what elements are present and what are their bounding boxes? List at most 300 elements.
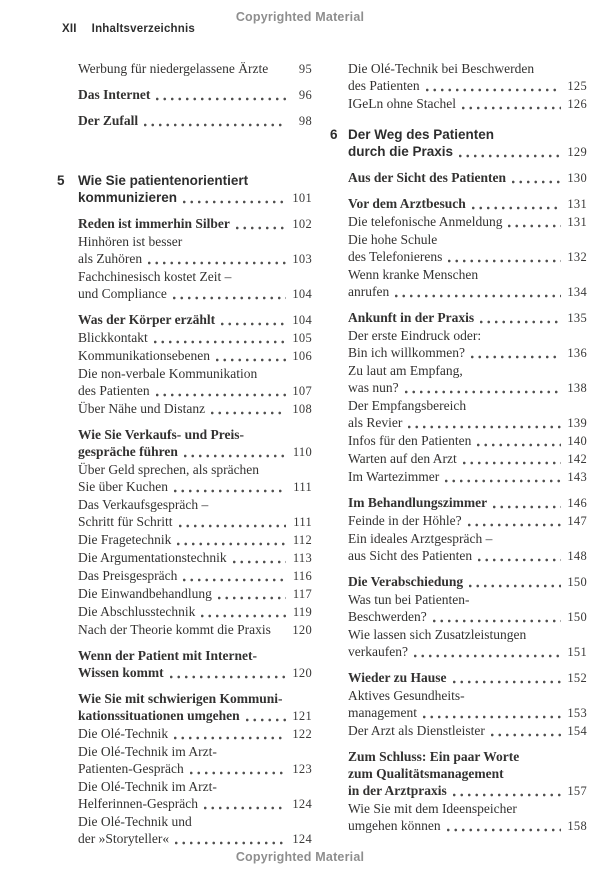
toc-page-number: 143 [567, 470, 587, 484]
toc-page-number: 130 [567, 171, 587, 185]
toc-entry [57, 690, 312, 725]
dot-leader [468, 523, 561, 527]
toc-entry-title: Über Nähe und Distanz [78, 401, 206, 416]
copyright-banner-bottom: Copyrighted Material [235, 850, 365, 864]
toc-column-right [330, 60, 587, 835]
toc-line [348, 530, 587, 547]
toc-entry-title: Die Abschlusstechnik [78, 604, 196, 619]
toc-entry [330, 432, 587, 450]
toc-page-number: 139 [567, 416, 587, 430]
toc-chapter-entry [330, 126, 587, 161]
toc-entry-title: Im Behandlungszimmer [348, 495, 488, 510]
toc-entry-title: Die Verabschiedung [348, 574, 464, 589]
toc-entry-title: kommunizieren [78, 190, 178, 205]
toc-entry-title: Aktives Gesundheits- [348, 688, 465, 703]
toc-line [348, 248, 587, 266]
toc-entry [57, 585, 312, 603]
toc-entry-title: was nun? [348, 380, 399, 395]
toc-page-number: 104 [292, 287, 312, 301]
toc-entry [57, 621, 312, 639]
toc-page-number: 116 [292, 569, 312, 583]
toc-page-number: 153 [567, 706, 587, 720]
toc-page-number: 95 [298, 62, 312, 76]
toc-page-number: 131 [567, 215, 587, 229]
dot-leader [463, 461, 561, 465]
toc-entry [57, 567, 312, 585]
toc-entry-title: des Patienten [348, 78, 420, 93]
toc-line [348, 494, 587, 512]
toc-entry-title: Feinde in der Höhle? [348, 513, 462, 528]
toc-entry-title: gespräche führen [78, 444, 178, 459]
toc-entry-title: Schritt für Schritt [78, 514, 173, 529]
toc-line [348, 722, 587, 740]
dot-leader [477, 443, 561, 447]
toc-page-number: 104 [292, 313, 312, 327]
toc-line [348, 327, 587, 344]
toc-entry-title: Aus der Sicht des Patienten [348, 170, 507, 185]
toc-line [78, 725, 312, 743]
toc-line [78, 400, 312, 418]
toc-line [348, 283, 587, 301]
toc-entry-title: Wenn kranke Menschen [348, 267, 479, 282]
dot-leader [148, 261, 286, 265]
toc-line [348, 143, 587, 161]
dot-leader [480, 320, 561, 324]
toc-entry-title: der »Storyteller« [78, 831, 170, 846]
toc-entry [330, 450, 587, 468]
toc-page-number: 111 [293, 480, 312, 494]
toc-entry [57, 647, 312, 682]
dot-leader [459, 154, 561, 158]
toc-page-number: 151 [567, 645, 587, 659]
toc-page-number: 117 [292, 587, 312, 601]
toc-line [78, 86, 312, 104]
toc-page-number: 142 [567, 452, 587, 466]
toc-entry-title: Vor dem Arztbesuch [348, 196, 466, 211]
toc-entry [57, 112, 312, 130]
dot-leader [221, 322, 286, 326]
toc-entry-title: Die Einwandbehandlung [78, 586, 212, 601]
toc-entry [330, 60, 587, 95]
dot-leader [201, 614, 286, 618]
toc-entry-title: Wie Sie mit schwierigen Kommuni- [78, 691, 283, 706]
toc-entry-title: als Revier [348, 415, 403, 430]
toc-entry [57, 496, 312, 531]
toc-entry [57, 426, 312, 461]
dot-leader [472, 206, 561, 210]
toc-line [348, 231, 587, 248]
toc-line [348, 95, 587, 113]
toc-entry [57, 461, 312, 496]
toc-entry-title: Im Wartezimmer [348, 469, 440, 484]
toc-entry-title: Die telefonische Anmeldung [348, 214, 503, 229]
toc-entry [330, 468, 587, 486]
dot-leader [236, 226, 286, 230]
toc-entry [330, 95, 587, 113]
toc-entry-title: umgehen können [348, 818, 441, 833]
toc-page-number: 123 [292, 762, 312, 776]
dot-leader [445, 479, 561, 483]
toc-entry-title: Der Zufall [78, 113, 139, 128]
toc-entry-title: Die hohe Schule [348, 232, 438, 247]
toc-entry-title: zum Qualitätsmanagement [348, 766, 504, 781]
toc-line [78, 830, 312, 848]
toc-line [348, 362, 587, 379]
toc-entry-title: Helferinnen-Gespräch [78, 796, 198, 811]
toc-entry-title: Reden ist immerhin Silber [78, 216, 230, 231]
toc-page-number: 103 [292, 252, 312, 266]
toc-entry-title: Die Olé-Technik bei Beschwerden [348, 61, 535, 76]
toc-entry-title: Warten auf den Arzt [348, 451, 457, 466]
dot-leader [414, 654, 561, 658]
running-header-title: Inhaltsverzeichnis [91, 23, 195, 35]
toc-entry [57, 233, 312, 268]
copyright-banner-top: Copyrighted Material [235, 10, 365, 24]
toc-entry [330, 669, 587, 687]
toc-line [348, 432, 587, 450]
toc-line [78, 664, 312, 682]
toc-entry-title: anrufen [348, 284, 390, 299]
toc-chapter-entry [57, 172, 312, 207]
dot-leader [218, 596, 286, 600]
toc-page-number: 111 [293, 515, 312, 529]
toc-line [348, 608, 587, 626]
toc-line [78, 707, 312, 725]
toc-line [78, 268, 312, 285]
toc-line [78, 443, 312, 461]
dot-leader [174, 736, 286, 740]
toc-line [348, 704, 587, 722]
dot-leader [156, 97, 286, 101]
toc-entry [57, 329, 312, 347]
toc-entry-title: durch die Praxis [348, 144, 454, 159]
toc-entry-title: kationssituationen umgehen [78, 708, 240, 723]
toc-entry-title: Wieder zu Hause [348, 670, 447, 685]
dot-leader [462, 106, 561, 110]
toc-entry-title: Die Olé-Technik [78, 726, 169, 741]
toc-page-number: 102 [292, 217, 312, 231]
toc-entry-title: IGeLn ohne Stachel [348, 96, 456, 111]
toc-page-number: 98 [298, 114, 312, 128]
toc-page-number: 146 [567, 496, 587, 510]
toc-entry-title: Die non-verbale Kommunikation [78, 366, 258, 381]
toc-entry-title: Ankunft in der Praxis [348, 310, 475, 325]
toc-page-number: 121 [292, 709, 312, 723]
toc-page-number: 124 [292, 832, 312, 846]
toc-entry-title: Der erste Eindruck oder: [348, 328, 482, 343]
toc-entry-title: Das Verkaufsgespräch – [78, 497, 209, 512]
toc-page-number: 152 [567, 671, 587, 685]
toc-entry [330, 213, 587, 231]
dot-leader [246, 718, 286, 722]
toc-page-number: 147 [567, 514, 587, 528]
dot-leader [426, 88, 561, 92]
toc-entry-title: Was tun bei Patienten- [348, 592, 470, 607]
toc-line [78, 621, 312, 639]
toc-line [348, 169, 587, 187]
folio-page-number: XII [62, 23, 77, 35]
toc-line [78, 603, 312, 621]
toc-entry-title: Blickkontakt [78, 330, 148, 345]
toc-line [348, 60, 587, 77]
dot-leader [204, 806, 286, 810]
toc-line [78, 478, 312, 496]
toc-line [78, 311, 312, 329]
toc-entry-title: verkaufen? [348, 644, 408, 659]
toc-line [348, 643, 587, 661]
toc-page-number: 110 [292, 445, 312, 459]
toc-entry-title: Das Internet [78, 87, 151, 102]
toc-line [348, 468, 587, 486]
toc-page-number: 105 [292, 331, 312, 345]
toc-entry-title: Wissen kommt [78, 665, 164, 680]
toc-line [78, 690, 312, 707]
toc-entry [330, 169, 587, 187]
toc-entry-title: Die Olé-Technik und [78, 814, 192, 829]
toc-page-number: 134 [567, 285, 587, 299]
toc-line [348, 687, 587, 704]
toc-line [78, 347, 312, 365]
toc-entry [57, 400, 312, 418]
toc-page-number: 129 [567, 145, 587, 159]
toc-line [78, 743, 312, 760]
toc-entry-title: Der Arzt als Dienstleister [348, 723, 485, 738]
toc-entry [330, 231, 587, 266]
toc-line [348, 817, 587, 835]
dot-leader [184, 454, 286, 458]
toc-line [78, 461, 312, 478]
toc-entry [330, 573, 587, 591]
toc-entry [330, 530, 587, 565]
toc-entry-title: Kommunikationsebenen [78, 348, 210, 363]
toc-entry [330, 327, 587, 362]
toc-entry [330, 512, 587, 530]
toc-entry [57, 215, 312, 233]
toc-line [78, 496, 312, 513]
toc-page-number: 120 [292, 623, 312, 637]
toc-line [348, 800, 587, 817]
toc-entry-title: in der Arztpraxis [348, 783, 447, 798]
toc-entry-title: Das Preisgespräch [78, 568, 178, 583]
toc-entry [330, 591, 587, 626]
dot-leader [174, 489, 286, 493]
toc-entry [330, 195, 587, 213]
toc-line [348, 397, 587, 414]
toc-line [348, 450, 587, 468]
toc-entry-title: Patienten-Gespräch [78, 761, 184, 776]
toc-entry [57, 549, 312, 567]
toc-page-number: 101 [292, 191, 312, 205]
dot-leader [183, 578, 286, 582]
toc-line [348, 309, 587, 327]
toc-entry [330, 309, 587, 327]
toc-line [348, 573, 587, 591]
toc-page-number: 157 [567, 784, 587, 798]
toc-entry [57, 86, 312, 104]
toc-entry-title: Was der Körper erzählt [78, 312, 216, 327]
toc-entry [330, 748, 587, 800]
toc-entry-title: Der Empfangsbereich [348, 398, 467, 413]
dot-leader [216, 358, 286, 362]
toc-entry-title: als Zuhören [78, 251, 143, 266]
toc-entry [330, 800, 587, 835]
toc-line [78, 426, 312, 443]
toc-line [78, 60, 312, 78]
dot-leader [423, 715, 561, 719]
dot-leader [177, 542, 286, 546]
toc-entry-title: Wie lassen sich Zusatzleistungen [348, 627, 527, 642]
toc-entry-title: Die Fragetechnik [78, 532, 172, 547]
toc-page-number: 125 [567, 79, 587, 93]
toc-entry [57, 531, 312, 549]
toc-line [348, 669, 587, 687]
dot-leader [183, 200, 286, 204]
toc-line [78, 329, 312, 347]
toc-line [78, 585, 312, 603]
toc-entry-title: Über Geld sprechen, als sprächen [78, 462, 260, 477]
running-header [62, 23, 195, 35]
toc-entry-title: Wie Sie Verkaufs- und Preis- [78, 427, 245, 442]
toc-entry-title: Die Argumentationstechnik [78, 550, 227, 565]
toc-entry [330, 626, 587, 661]
dot-leader [179, 524, 287, 528]
toc-entry-title: Wie Sie patientenorientiert [78, 173, 249, 188]
toc-page-number: 106 [292, 349, 312, 363]
toc-line [348, 414, 587, 432]
toc-line [78, 778, 312, 795]
dot-leader [233, 560, 286, 564]
dot-leader [448, 259, 561, 263]
toc-entry [57, 60, 312, 78]
toc-entry [57, 603, 312, 621]
toc-page-number: 135 [567, 311, 587, 325]
toc-line [348, 782, 587, 800]
dot-leader [471, 355, 561, 359]
toc-entry-title: Beschwerden? [348, 609, 427, 624]
toc-page-number: 148 [567, 549, 587, 563]
toc-entry-title: und Compliance [78, 286, 167, 301]
toc-line [78, 549, 312, 567]
toc-page-number: 112 [292, 533, 312, 547]
toc-entry-title: Werbung für niedergelassene Ärzte [78, 61, 269, 76]
dot-leader [395, 294, 561, 298]
toc-entry-title: Die Olé-Technik im Arzt- [78, 744, 217, 759]
toc-entry [330, 362, 587, 397]
toc-entry [330, 494, 587, 512]
toc-line [78, 647, 312, 664]
toc-entry [330, 266, 587, 301]
toc-line [348, 765, 587, 782]
toc-page-number: 113 [292, 551, 312, 565]
toc-line [78, 365, 312, 382]
toc-page-number: 126 [567, 97, 587, 111]
toc-entry-title: Nach der Theorie kommt die Praxis [78, 622, 271, 637]
toc-page-number: 107 [292, 384, 312, 398]
dot-leader [508, 224, 561, 228]
toc-page-number: 158 [567, 819, 587, 833]
toc-entry-title: Die Olé-Technik im Arzt- [78, 779, 217, 794]
toc-entry-title: Fachchinesisch kostet Zeit – [78, 269, 232, 284]
dot-leader [173, 296, 286, 300]
toc-line [348, 547, 587, 565]
toc-line [78, 382, 312, 400]
toc-line [348, 626, 587, 643]
toc-entry [57, 268, 312, 303]
toc-entry-title: Bin ich willkommen? [348, 345, 465, 360]
toc-line [78, 112, 312, 130]
toc-line [78, 233, 312, 250]
toc-page-number: 96 [298, 88, 312, 102]
dot-leader [277, 632, 286, 636]
toc-page-number: 132 [567, 250, 587, 264]
toc-line [348, 266, 587, 283]
toc-line [348, 591, 587, 608]
toc-entry [57, 743, 312, 778]
toc-entry-title: Zum Schluss: Ein paar Worte [348, 749, 520, 764]
dot-leader [453, 680, 561, 684]
toc-page-number: 119 [292, 605, 312, 619]
toc-entry [57, 347, 312, 365]
toc-line [348, 512, 587, 530]
toc-line [78, 567, 312, 585]
toc-page-number: 108 [292, 402, 312, 416]
toc-entry-title: management [348, 705, 417, 720]
toc-entry [330, 397, 587, 432]
toc-page-number: 140 [567, 434, 587, 448]
toc-line [78, 285, 312, 303]
toc-entry-title: Ein ideales Arztgespräch – [348, 531, 493, 546]
dot-leader [211, 411, 286, 415]
toc-entry-title: Wie Sie mit dem Ideenspeicher [348, 801, 517, 816]
toc-line [348, 379, 587, 397]
dot-leader [453, 793, 561, 797]
dot-leader [274, 71, 286, 75]
toc-entry-title: Wenn der Patient mit Internet- [78, 648, 257, 663]
dot-leader [478, 558, 561, 562]
toc-page-number: 120 [292, 666, 312, 680]
toc-entry-title: aus Sicht des Patienten [348, 548, 473, 563]
toc-entry-title: Zu laut am Empfang, [348, 363, 463, 378]
dot-leader [190, 771, 286, 775]
toc-entry [57, 365, 312, 400]
dot-leader [469, 584, 561, 588]
toc-entry [330, 687, 587, 722]
dot-leader [405, 390, 561, 394]
dot-leader [170, 675, 286, 679]
toc-page-number: 150 [567, 610, 587, 624]
toc-line [348, 748, 587, 765]
toc-entry [57, 725, 312, 743]
dot-leader [408, 425, 561, 429]
dot-leader [447, 828, 561, 832]
toc-page-number: 150 [567, 575, 587, 589]
toc-line [348, 195, 587, 213]
toc-line [78, 531, 312, 549]
dot-leader [433, 619, 561, 623]
toc-line [78, 760, 312, 778]
toc-column-left [57, 60, 312, 848]
toc-page-number: 131 [567, 197, 587, 211]
toc-entry [330, 722, 587, 740]
toc-page-number: 138 [567, 381, 587, 395]
chapter-number: 6 [330, 127, 338, 142]
toc-entry-title: des Telefonierens [348, 249, 443, 264]
dot-leader [156, 393, 286, 397]
dot-leader [154, 340, 286, 344]
toc-line [348, 213, 587, 231]
dot-leader [493, 505, 561, 509]
toc-entry [57, 813, 312, 848]
